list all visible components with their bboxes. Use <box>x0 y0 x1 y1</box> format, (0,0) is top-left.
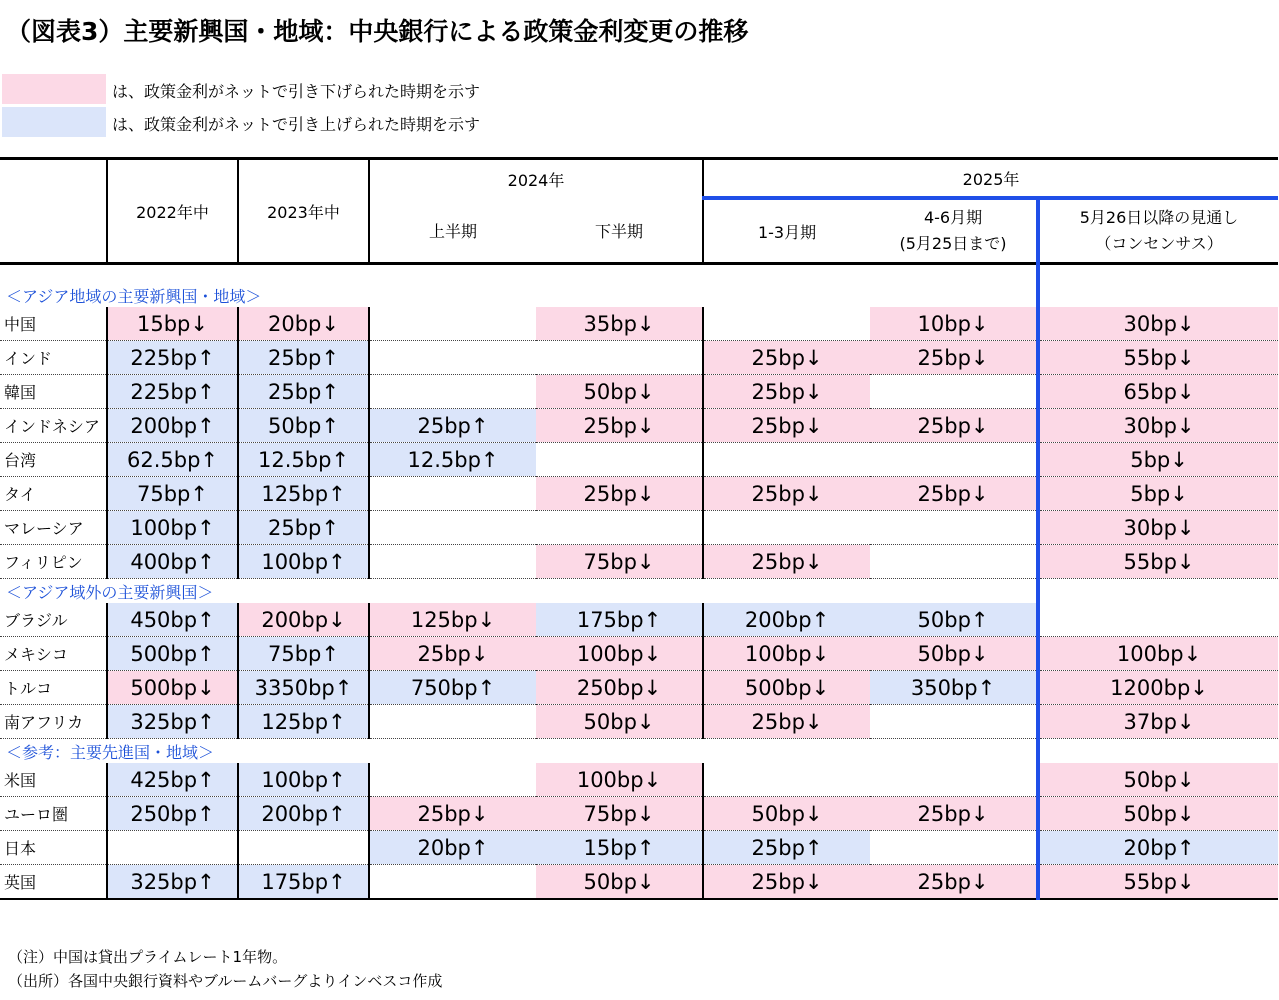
rate-cell: 30bp↓ <box>1038 409 1278 443</box>
header-2023: 2023年中 <box>238 159 369 264</box>
rate-cell: 20bp↑ <box>1038 831 1278 865</box>
rate-cell: 75bp↑ <box>107 477 238 511</box>
rate-cell <box>369 865 536 900</box>
rate-cell: 175bp↑ <box>238 865 369 900</box>
rate-cell <box>870 375 1038 409</box>
section-header-row <box>0 283 1278 307</box>
row-label: 南アフリカ <box>0 705 107 739</box>
row-label: トルコ <box>0 671 107 705</box>
page-title: （図表3）主要新興国・地域：中央銀行による政策金利変更の推移 <box>6 17 749 46</box>
table-row <box>0 763 1278 797</box>
row-label: タイ <box>0 477 107 511</box>
rate-cell <box>369 341 536 375</box>
rate-cell <box>870 763 1038 797</box>
table-row <box>0 637 1278 671</box>
rate-cell <box>369 511 536 545</box>
rate-cell: 12.5bp↑ <box>369 443 536 477</box>
rate-cell: 25bp↓ <box>703 705 870 739</box>
rate-cell: 25bp↓ <box>703 477 870 511</box>
rate-cell: 20bp↑ <box>369 831 536 865</box>
header-q1: 1-3月期 <box>703 198 870 264</box>
table-row <box>0 705 1278 739</box>
table-row <box>0 865 1278 900</box>
rate-cell: 1200bp↓ <box>1038 671 1278 705</box>
section-title-outlook-cell <box>1038 579 1278 604</box>
section-title: ＜アジア域外の主要新興国＞ <box>6 582 214 602</box>
rate-cell: 25bp↓ <box>870 865 1038 900</box>
rate-cell: 250bp↓ <box>536 671 703 705</box>
rate-cell <box>703 763 870 797</box>
rate-cell: 225bp↑ <box>107 375 238 409</box>
rate-cell: 100bp↓ <box>1038 637 1278 671</box>
rate-cell: 200bp↑ <box>238 797 369 831</box>
rate-cell: 25bp↑ <box>369 409 536 443</box>
rate-cell: 25bp↓ <box>703 375 870 409</box>
rate-cell <box>536 443 703 477</box>
rate-cell <box>870 831 1038 865</box>
rate-cell: 50bp↓ <box>1038 797 1278 831</box>
rate-cell: 55bp↓ <box>1038 865 1278 900</box>
rate-cell: 325bp↑ <box>107 705 238 739</box>
row-label: マレーシア <box>0 511 107 545</box>
row-label: インド <box>0 341 107 375</box>
table-row <box>0 443 1278 477</box>
rate-cell <box>870 443 1038 477</box>
header-h2: 下半期 <box>536 198 703 264</box>
footnote-note: （注）中国は貸出プライムレート1年物。 <box>8 948 288 966</box>
rate-cell: 30bp↓ <box>1038 307 1278 341</box>
rate-cell: 75bp↓ <box>536 545 703 579</box>
legend-hike-text: は、政策金利がネットで引き上げられた時期を示す <box>112 115 481 134</box>
rate-cell: 37bp↓ <box>1038 705 1278 739</box>
rate-cell: 100bp↑ <box>238 545 369 579</box>
rate-cell: 15bp↑ <box>536 831 703 865</box>
rate-cell <box>870 545 1038 579</box>
row-label: メキシコ <box>0 637 107 671</box>
rate-cell: 50bp↓ <box>1038 763 1278 797</box>
rate-cell <box>703 443 870 477</box>
header-row-years <box>0 159 1278 199</box>
table-row <box>0 375 1278 409</box>
rate-cell: 25bp↓ <box>703 545 870 579</box>
legend-cut-text: は、政策金利がネットで引き下げられた時期を示す <box>112 82 481 101</box>
rate-cell: 100bp↓ <box>703 637 870 671</box>
rate-cell: 50bp↓ <box>536 865 703 900</box>
rate-cell: 25bp↓ <box>870 341 1038 375</box>
rate-cell: 75bp↑ <box>238 637 369 671</box>
rate-cell: 35bp↓ <box>536 307 703 341</box>
header-outlook-line1: 5月26日以降の見通し <box>1079 208 1239 227</box>
table-row <box>0 477 1278 511</box>
rate-cell: 25bp↓ <box>703 409 870 443</box>
rate-cell <box>369 545 536 579</box>
rate-cell: 25bp↓ <box>369 637 536 671</box>
rate-cell: 25bp↓ <box>703 341 870 375</box>
row-label: ブラジル <box>0 603 107 637</box>
rate-cell: 25bp↓ <box>870 797 1038 831</box>
header-2024: 2024年 <box>369 159 703 199</box>
rate-cell: 100bp↓ <box>536 637 703 671</box>
rate-cell: 25bp↓ <box>369 797 536 831</box>
table-row <box>0 831 1278 865</box>
row-label: 韓国 <box>0 375 107 409</box>
rate-cell: 425bp↑ <box>107 763 238 797</box>
row-label: フィリピン <box>0 545 107 579</box>
rate-cell: 450bp↑ <box>107 603 238 637</box>
rate-cell: 200bp↑ <box>703 603 870 637</box>
legend-hike-swatch <box>2 107 106 137</box>
rate-cell: 20bp↓ <box>238 307 369 341</box>
rate-cell: 250bp↑ <box>107 797 238 831</box>
rate-cell: 400bp↑ <box>107 545 238 579</box>
rate-cell: 25bp↓ <box>870 477 1038 511</box>
rate-cell <box>238 831 369 865</box>
rate-cell: 25bp↑ <box>238 375 369 409</box>
rate-cell: 200bp↓ <box>238 603 369 637</box>
rate-cell <box>536 341 703 375</box>
rate-cell: 10bp↓ <box>870 307 1038 341</box>
header-q2-line1: 4-6月期 <box>923 208 983 227</box>
rate-cell: 125bp↑ <box>238 705 369 739</box>
policy-rate-table <box>0 157 1278 900</box>
rate-cell <box>870 511 1038 545</box>
section-title-outlook-cell <box>1038 283 1278 307</box>
rate-cell: 50bp↓ <box>536 705 703 739</box>
rate-cell: 50bp↓ <box>536 375 703 409</box>
rate-cell: 325bp↑ <box>107 865 238 900</box>
rate-cell: 25bp↓ <box>870 409 1038 443</box>
rate-cell: 55bp↓ <box>1038 545 1278 579</box>
footnote-source: （出所）各国中央銀行資料やブルームバーグよりインベスコ作成 <box>8 972 443 990</box>
rate-cell: 62.5bp↑ <box>107 443 238 477</box>
table-row <box>0 797 1278 831</box>
rate-cell: 50bp↓ <box>703 797 870 831</box>
section-title: ＜アジア地域の主要新興国・地域＞ <box>6 286 262 306</box>
rate-cell: 50bp↓ <box>870 637 1038 671</box>
rate-cell: 50bp↑ <box>870 603 1038 637</box>
rate-cell: 25bp↓ <box>536 409 703 443</box>
header-2025: 2025年 <box>703 159 1278 199</box>
header-h1: 上半期 <box>369 198 536 264</box>
rate-cell <box>536 511 703 545</box>
rate-cell: 3350bp↑ <box>238 671 369 705</box>
rate-cell: 500bp↓ <box>703 671 870 705</box>
legend-cut-swatch <box>2 74 106 104</box>
row-label: 米国 <box>0 763 107 797</box>
rate-cell <box>369 705 536 739</box>
section-gap <box>0 264 1278 284</box>
rate-cell: 125bp↓ <box>369 603 536 637</box>
rate-cell: 25bp↓ <box>703 865 870 900</box>
section-title-outlook-cell <box>1038 739 1278 764</box>
rate-cell: 100bp↑ <box>107 511 238 545</box>
rate-cell: 750bp↑ <box>369 671 536 705</box>
row-label: 日本 <box>0 831 107 865</box>
row-label: 中国 <box>0 307 107 341</box>
rate-cell: 500bp↑ <box>107 637 238 671</box>
row-label: インドネシア <box>0 409 107 443</box>
rate-cell <box>369 477 536 511</box>
rate-cell <box>703 511 870 545</box>
rate-cell: 100bp↓ <box>536 763 703 797</box>
rate-cell: 25bp↑ <box>703 831 870 865</box>
rate-cell: 25bp↑ <box>238 341 369 375</box>
rate-cell: 5bp↓ <box>1038 477 1278 511</box>
row-label: 英国 <box>0 865 107 900</box>
rate-cell: 350bp↑ <box>870 671 1038 705</box>
rate-cell <box>703 307 870 341</box>
rate-cell: 175bp↑ <box>536 603 703 637</box>
rate-cell <box>1038 603 1278 637</box>
section-header-row <box>0 579 1278 604</box>
rate-cell <box>107 831 238 865</box>
rate-cell <box>870 705 1038 739</box>
row-label: 台湾 <box>0 443 107 477</box>
table-row <box>0 307 1278 341</box>
rate-cell: 100bp↑ <box>238 763 369 797</box>
rate-cell <box>369 307 536 341</box>
rate-cell: 25bp↓ <box>536 477 703 511</box>
rate-cell <box>369 375 536 409</box>
table-row <box>0 341 1278 375</box>
header-q2 <box>870 198 1038 264</box>
rate-cell: 55bp↓ <box>1038 341 1278 375</box>
header-q2-line2: (5月25日まで) <box>899 234 1007 253</box>
rate-cell: 125bp↑ <box>238 477 369 511</box>
table-row <box>0 603 1278 637</box>
rate-cell: 50bp↑ <box>238 409 369 443</box>
rate-cell: 12.5bp↑ <box>238 443 369 477</box>
rate-cell: 5bp↓ <box>1038 443 1278 477</box>
rate-cell: 200bp↑ <box>107 409 238 443</box>
rate-cell: 500bp↓ <box>107 671 238 705</box>
table-row <box>0 511 1278 545</box>
header-outlook <box>1038 198 1278 264</box>
section-title: ＜参考：主要先進国・地域＞ <box>6 742 215 762</box>
rate-cell: 225bp↑ <box>107 341 238 375</box>
rate-cell: 15bp↓ <box>107 307 238 341</box>
table-row <box>0 409 1278 443</box>
header-2022: 2022年中 <box>107 159 238 264</box>
table-row <box>0 671 1278 705</box>
row-label: ユーロ圏 <box>0 797 107 831</box>
rate-cell: 65bp↓ <box>1038 375 1278 409</box>
section-header-row <box>0 739 1278 764</box>
rate-cell <box>369 763 536 797</box>
table-row <box>0 545 1278 579</box>
header-outlook-line2: （コンセンサス） <box>1095 234 1223 253</box>
rate-cell: 25bp↑ <box>238 511 369 545</box>
rate-cell: 30bp↓ <box>1038 511 1278 545</box>
rate-cell: 75bp↓ <box>536 797 703 831</box>
